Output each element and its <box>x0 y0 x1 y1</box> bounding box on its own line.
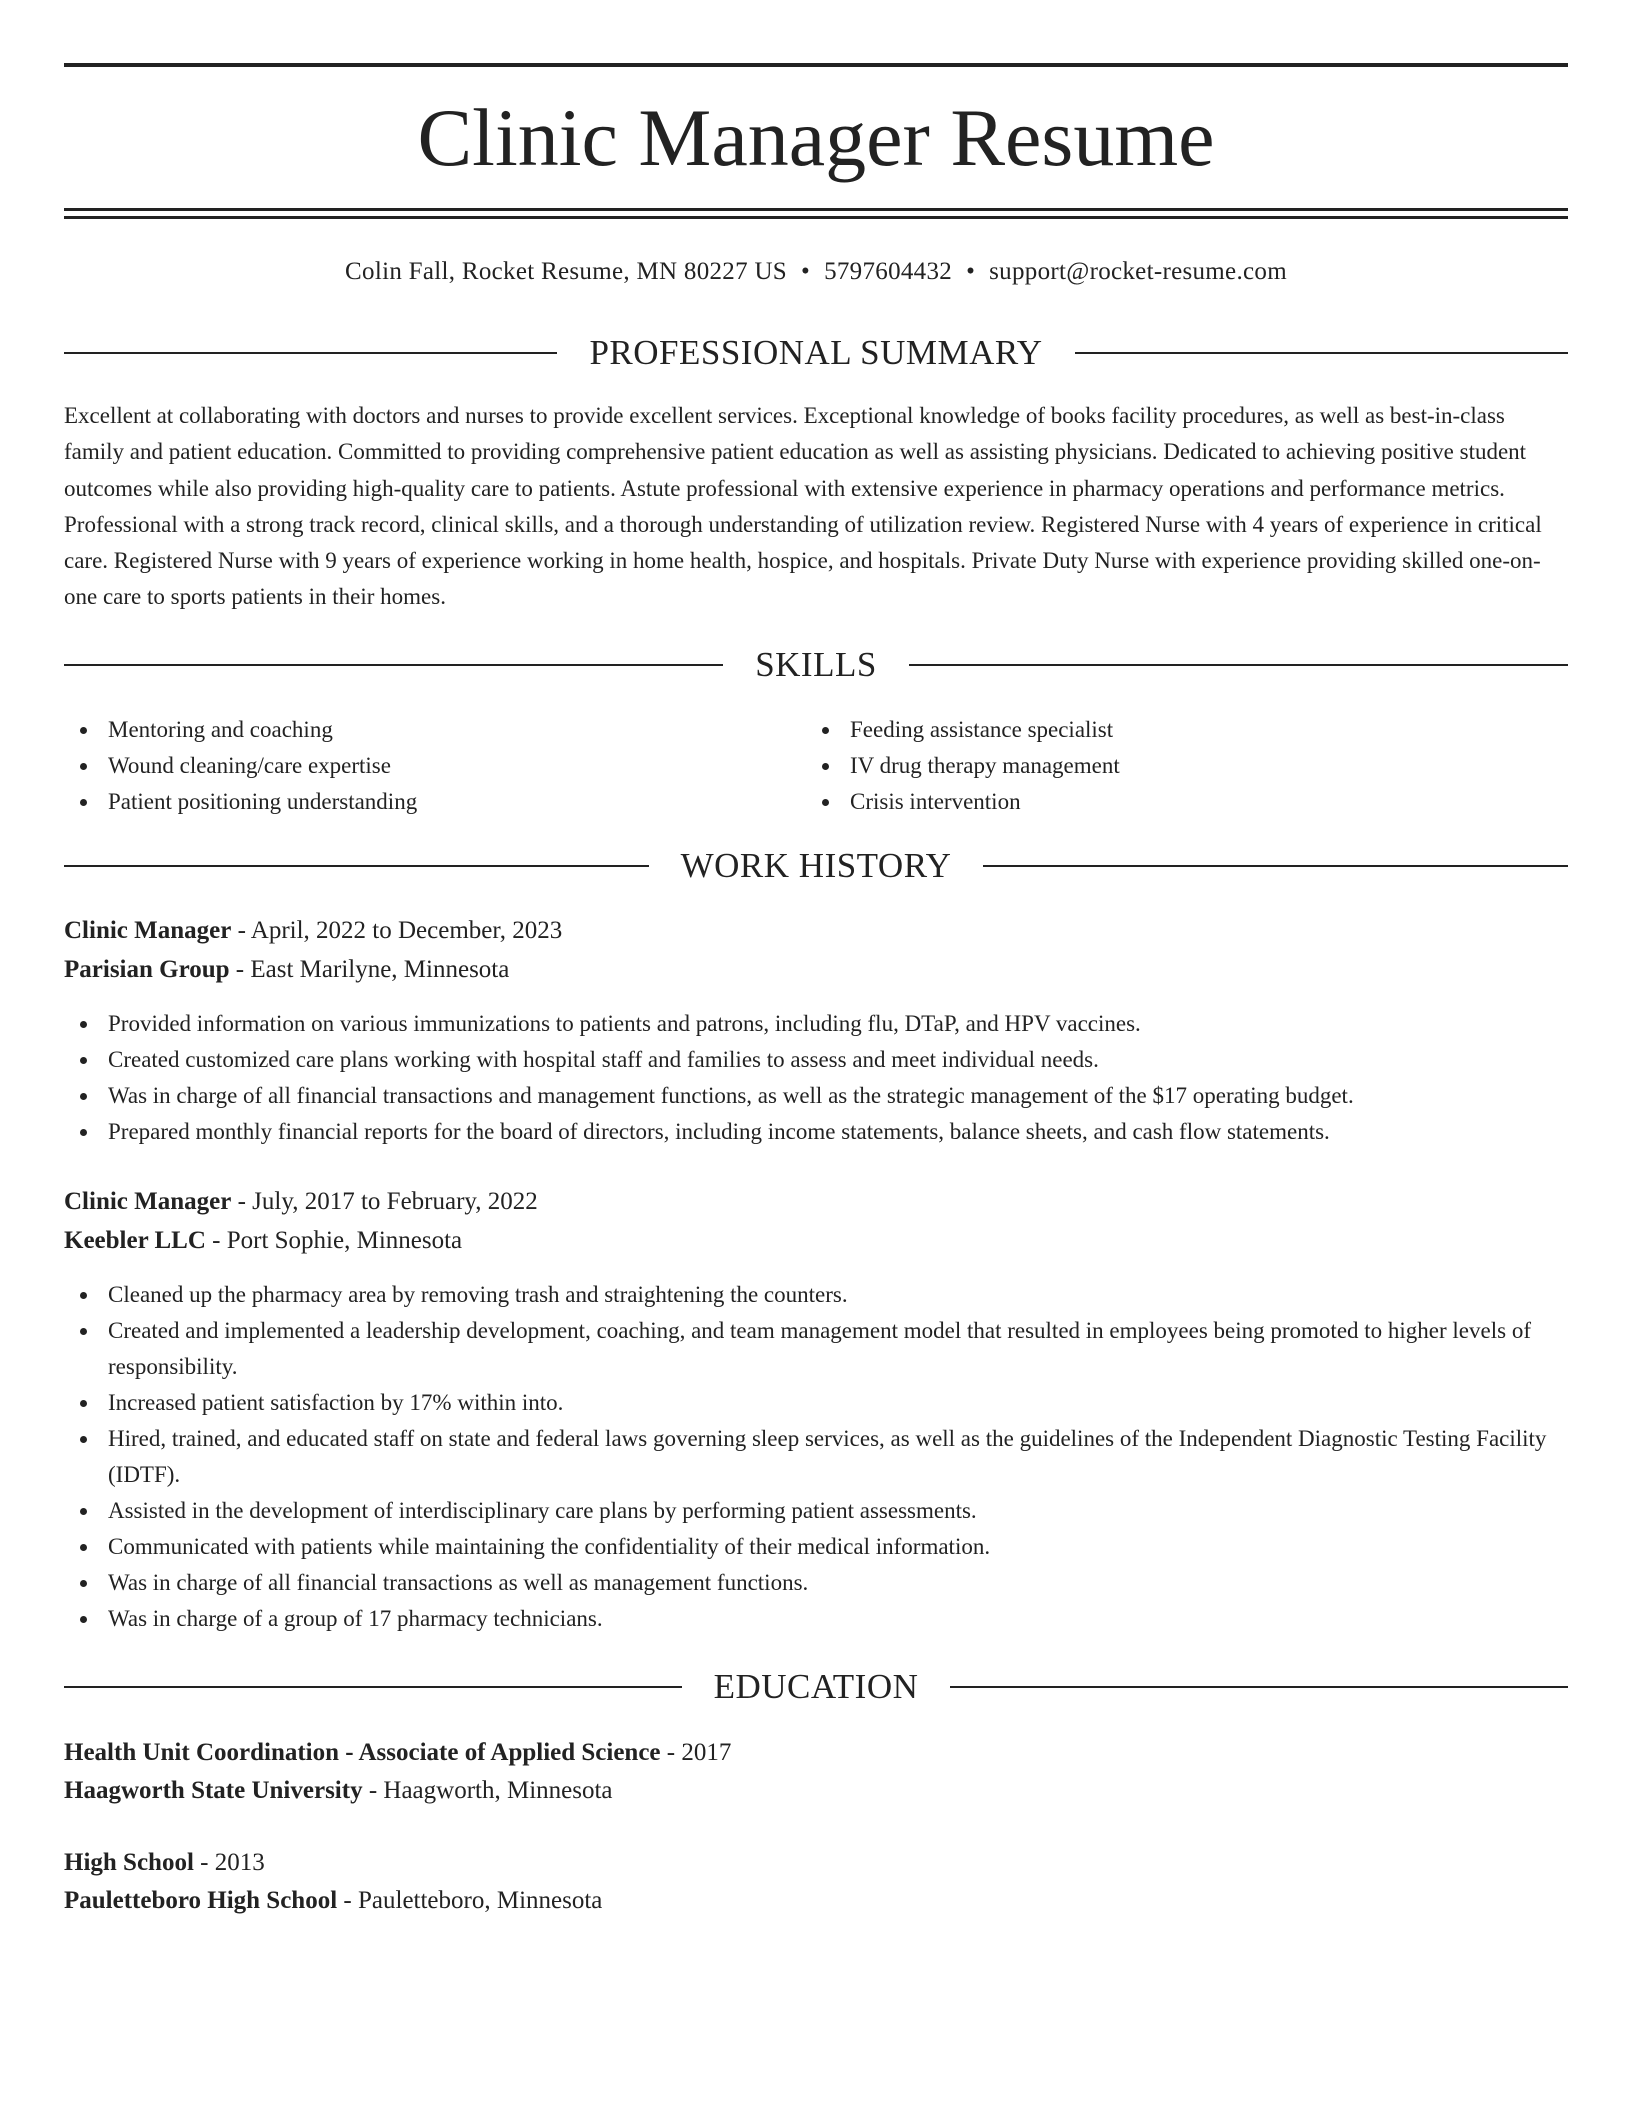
section-rule <box>950 1686 1568 1688</box>
section-rule <box>983 865 1568 867</box>
job-bullet: Was in charge of all financial transactions as well as management functions. <box>64 1565 1568 1601</box>
section-rule <box>64 664 723 666</box>
section-rule <box>1075 352 1568 354</box>
title-rule-upper <box>64 208 1568 211</box>
job-bullet: Was in charge of all financial transactions and management functions, as well as the strategic management of the $17 operating budget. <box>64 1078 1568 1114</box>
section-header-skills <box>64 645 1568 685</box>
job-bullet: Assisted in the development of interdisciplinary care plans by performing patient assessments. <box>64 1493 1568 1529</box>
education-year: - 2017 <box>660 1739 732 1766</box>
contact-address: Colin Fall, Rocket Resume, MN 80227 US <box>345 258 788 285</box>
job-company-line <box>64 1222 1568 1260</box>
section-rule <box>909 664 1568 666</box>
education-degree-line <box>64 1844 1568 1882</box>
education-location: - Pauletteboro, Minnesota <box>337 1887 603 1914</box>
title-rule-lower <box>64 216 1568 219</box>
contact-separator: • <box>966 258 976 285</box>
education-location: - Haagworth, Minnesota <box>362 1777 613 1804</box>
job-location: - Port Sophie, Minnesota <box>205 1227 463 1254</box>
section-title: PROFESSIONAL SUMMARY <box>589 333 1043 372</box>
job-company: Keebler LLC <box>64 1227 206 1254</box>
section-title: EDUCATION <box>713 1667 919 1706</box>
skills-list-left <box>64 712 764 820</box>
job-title: Clinic Manager <box>64 917 232 944</box>
section-title: SKILLS <box>755 645 877 684</box>
job-bullet: Hired, trained, and educated staff on state and federal laws governing sleep services, as well as the guidelines of the Independent Diagnostic Testing Facility (IDTF). <box>64 1421 1568 1493</box>
skill-item: Feeding assistance specialist <box>806 712 1506 748</box>
skills-list-right <box>806 712 1506 820</box>
skill-item: Crisis intervention <box>806 784 1506 820</box>
education-degree: Health Unit Coordination - Associate of Applied Science <box>64 1739 661 1766</box>
job-bullet: Was in charge of a group of 17 pharmacy technicians. <box>64 1601 1568 1637</box>
education-degree-line <box>64 1734 1568 1772</box>
section-rule <box>64 1686 682 1688</box>
education-degree: High School <box>64 1849 194 1876</box>
section-rule <box>64 865 649 867</box>
contact-separator: • <box>801 258 811 285</box>
job-bullet: Provided information on various immunizations to patients and patrons, including flu, DTaP, and HPV vaccines. <box>64 1006 1568 1042</box>
job-dates: - July, 2017 to February, 2022 <box>231 1188 538 1215</box>
education-school: Pauletteboro High School <box>64 1887 338 1914</box>
section-header-education <box>64 1667 1568 1707</box>
section-header-work <box>64 846 1568 886</box>
job-bullet: Cleaned up the pharmacy area by removing trash and straightening the counters. <box>64 1277 1568 1313</box>
summary-paragraph: Excellent at collaborating with doctors and nurses to provide excellent services. Exceptional knowledge of books facility procedures, as well as best-in-class family and patient education. Committed to providing comprehensive patient education as well as assisting physicians. Dedicated to achieving positive student outcomes while also providing high-quality care to patients. Astute professional with extensive experience in pharmacy operations and performance metrics. Professional with a strong track record, clinical skills, and a thorough understanding of utilization review. Registered Nurse with 4 years of experience in critical care. Registered Nurse with 9 years of experience working in home health, hospice, and hospitals. Private Duty Nurse with experience providing skilled one-on-one care to sports patients in their homes. <box>64 403 1542 610</box>
contact-email: support@rocket-resume.com <box>989 258 1287 285</box>
education-school-line <box>64 1882 1568 1920</box>
education-school-line <box>64 1772 1568 1810</box>
job-title-line <box>64 1183 1568 1221</box>
job-company-line <box>64 951 1568 989</box>
job-bullet: Communicated with patients while maintaining the confidentiality of their medical information. <box>64 1529 1568 1565</box>
job-location: - East Marilyne, Minnesota <box>229 956 510 983</box>
job-bullet: Created and implemented a leadership development, coaching, and team management model that resulted in employees being promoted to higher levels of responsibility. <box>64 1313 1568 1385</box>
skill-item: Mentoring and coaching <box>64 712 764 748</box>
job-bullet: Increased patient satisfaction by 17% within into. <box>64 1385 1568 1421</box>
job-bullets <box>64 1277 1568 1637</box>
job-dates: - April, 2022 to December, 2023 <box>231 917 563 944</box>
resume-title: Clinic Manager Resume <box>417 92 1215 183</box>
skill-item: Patient positioning understanding <box>64 784 764 820</box>
contact-line <box>64 254 1568 290</box>
section-header-summary <box>64 333 1568 373</box>
job-title: Clinic Manager <box>64 1188 232 1215</box>
education-year: - 2013 <box>193 1849 265 1876</box>
top-rule <box>64 63 1568 67</box>
job-bullets <box>64 1006 1568 1150</box>
education-school: Haagworth State University <box>64 1777 363 1804</box>
skill-item: IV drug therapy management <box>806 748 1506 784</box>
job-bullet: Prepared monthly financial reports for the board of directors, including income statements, balance sheets, and cash flow statements. <box>64 1114 1568 1150</box>
job-company: Parisian Group <box>64 956 230 983</box>
section-rule <box>64 352 557 354</box>
job-title-line <box>64 912 1568 950</box>
contact-phone: 5797604432 <box>824 258 953 285</box>
skill-item: Wound cleaning/care expertise <box>64 748 764 784</box>
section-title: WORK HISTORY <box>680 846 952 885</box>
job-bullet: Created customized care plans working with hospital staff and families to assess and meet individual needs. <box>64 1042 1568 1078</box>
